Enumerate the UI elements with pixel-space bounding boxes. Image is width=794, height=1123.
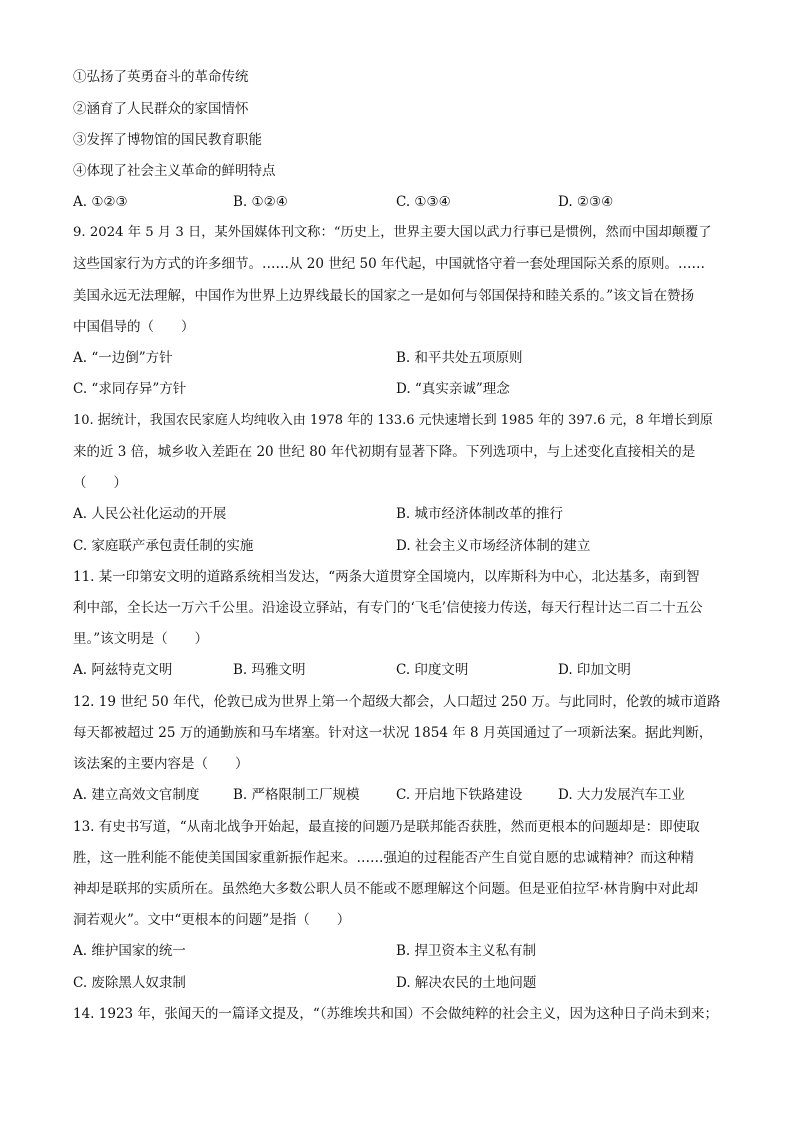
q11-option-a: A. 阿兹特克文明 [73, 662, 173, 678]
q12-option-a: A. 建立高效文官制度 [73, 787, 200, 803]
q10-option-b: B. 城市经济体制改革的推行 [396, 506, 564, 522]
q10-option-a: A. 人民公社化运动的开展 [73, 506, 227, 522]
q10-option-c: C. 家庭联产承包责任制的实施 [73, 538, 254, 554]
q13-stem-line-3: 神却是联邦的实质所在。虽然绝大多数公职人员不能或不愿理解这个问题。但是亚伯拉罕·林肯胸中对此却 [73, 881, 699, 897]
q11-option-d: D. 印加文明 [558, 662, 631, 678]
q12-stem-line-3: 该法案的主要内容是（ ） [73, 756, 249, 772]
q8-item-4: ④体现了社会主义革命的鲜明特点 [73, 163, 276, 179]
q12-option-d: D. 大力发展汽车工业 [558, 787, 685, 803]
q13-option-a: A. 维护国家的统一 [73, 943, 186, 959]
q13-stem-line-2: 胜，这一胜利能不能使美国国家重新振作起来。……强迫的过程能否产生自觉自愿的忠诚精神？而这种精 [73, 850, 694, 866]
q8-item-3: ③发挥了博物馆的国民教育职能 [73, 132, 262, 148]
q11-stem-line-3: 里。”该文明是（ ） [73, 631, 209, 647]
q10-stem-line-3: （ ） [73, 475, 127, 491]
q8-option-c: C. ①③④ [396, 194, 451, 210]
q9-option-b: B. 和平共处五项原则 [396, 350, 523, 366]
q11-option-c: C. 印度文明 [396, 662, 469, 678]
q13-option-d: D. 解决农民的土地问题 [396, 975, 537, 991]
q11-stem-line-2: 利中部，全长达一万六千公里。沿途设立驿站，有专门的‘飞毛’信使接力传送，每天行程计达二百二十五公 [73, 600, 703, 616]
q13-option-b: B. 捍卫资本主义私有制 [396, 943, 537, 959]
q8-option-a: A. ①②③ [73, 194, 128, 210]
q12-stem-line-2: 每天都被超过 25 万的通勤族和马车堵塞。针对这一状况 1854 年 8 月英国通过了一项新法案。据此判断， [73, 725, 713, 741]
q9-option-d: D. “真实亲诚”理念 [396, 381, 510, 397]
q9-stem-line-2: 这些国家行为方式的许多细节。……从 20 世纪 50 年代起，中国就恪守着一套处理国际关系的原则。…… [73, 256, 706, 272]
q10-option-d: D. 社会主义市场经济体制的建立 [396, 538, 591, 554]
q8-option-d: D. ②③④ [558, 194, 614, 210]
q11-option-b: B. 玛雅文明 [233, 662, 306, 678]
q8-item-2: ②涵育了人民群众的家国情怀 [73, 101, 249, 117]
q10-stem-line-1: 10. 据统计，我国农民家庭人均纯收入由 1978 年的 133.6 元快速增长到 1985 年的 397.6 元，8 年增长到原 [73, 413, 713, 428]
q11-stem-line-1: 11. 某一印第安文明的道路系统相当发达，“两条大道贯穿全国境内，以库斯科为中心，北达基多，南到智 [73, 569, 700, 585]
q9-option-c: C. “求同存异”方针 [73, 381, 187, 397]
q9-stem-line-3: 美国永远无法理解，中国作为世界上边界线最长的国家之一是如何与邻国保持和睦关系的。”该文旨在赞扬 [73, 288, 695, 304]
q8-option-b: B. ①②④ [233, 194, 288, 210]
q9-stem-line-1: 9. 2024 年 5 月 3 日，某外国媒体刊文称：“历史上，世界主要大国以武力行事已是惯例，然而中国却颠覆了 [73, 225, 712, 240]
q10-stem-line-2: 来的近 3 倍，城乡收入差距在 20 世纪 80 年代初期有显著下降。下列选项中，与上述变化直接相关的是 [73, 444, 696, 460]
q13-stem-line-1: 13. 有史书写道，“从南北战争开始起，最直接的问题乃是联邦能否获胜，然而更根本的问题却是：即使取 [73, 819, 700, 835]
q12-option-c: C. 开启地下铁路建设 [396, 787, 523, 803]
q12-option-b: B. 严格限制工厂规模 [233, 787, 360, 803]
q14-stem-line-1: 14. 1923 年，张闻天的一篇译文提及，“（苏维埃共和国）不会做纯粹的社会主义，因为这种日子尚未到来； [73, 1006, 719, 1022]
q9-stem-line-4: 中国倡导的（ ） [73, 319, 195, 335]
q9-option-a: A. “一边倒”方针 [73, 350, 173, 366]
q13-option-c: C. 废除黑人奴隶制 [73, 975, 186, 991]
q8-item-1: ①弘扬了英勇奋斗的革命传统 [73, 69, 249, 85]
q12-stem-line-1: 12. 19 世纪 50 年代，伦敦已成为世界上第一个超级大都会，人口超过 250 万。与此同时，伦敦的城市道路 [73, 694, 721, 710]
q13-stem-line-4: 洞若观火”。文中“更根本的问题”是指（ ） [73, 912, 351, 928]
